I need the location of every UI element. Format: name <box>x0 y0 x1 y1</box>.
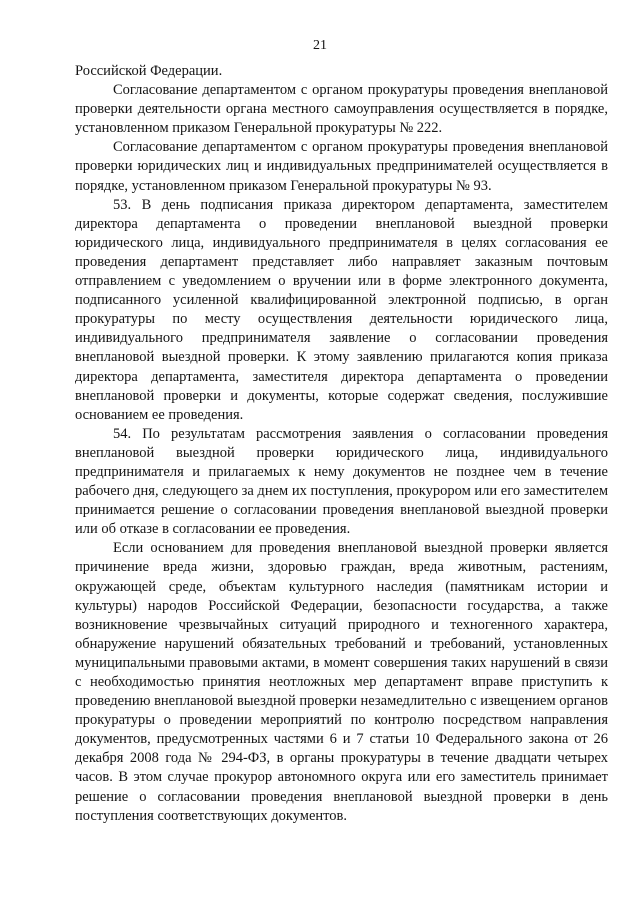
paragraph-approval-legal-entities: Согласование департаментом с органом прокуратуры проведения внеплановой проверки юридических лиц и индивидуальных предпринимателей осуществляется в порядке, установленном приказом Генеральной прокуратуры № 93. <box>75 139 608 194</box>
paragraph-approval-local-government: Согласование департаментом с органом прокуратуры проведения внеплановой проверки деятельности органа местного самоуправления осуществляется в порядке, установленном приказом Генеральной прокуратуры № 222. <box>75 82 608 137</box>
paragraph-53: 53. В день подписания приказа директором департамента, заместителем директора департамента о проведении внеплановой выездной проверки юридического лица, индивидуального предпринимателя в целях согласования ее проведения департамент представляет либо направляет заказным почтовым отправлением с уведомлением о вручении или в форме электронного документа, подписанного усиленной квалифицированной электронной подписью, в орган прокуратуры по месту осуществления деятельности юридического лица, индивидуального предпринимателя заявление о согласовании проведения внеплановой выездной проверки. К этому заявлению прилагаются копия приказа директора департамента, заместителя директора департамента о проведении внеплановой проверки и документы, которые содержат сведения, послужившие основанием ее проведения. <box>75 196 608 423</box>
paragraph-continuation: Российской Федерации. <box>75 63 223 79</box>
page-number: 21 <box>313 38 327 53</box>
paragraph-urgent-inspection: Если основанием для проведения внеплановой выездной проверки является причинение вреда жизни, здоровью граждан, вреда животным, растениям, окружающей среде, объектам культурного наследия (памятникам истории и культуры) народов Российской Федерации, безопасности государства, а также возникновение чрезвычайных ситуаций природного и техногенного характера, обнаружение нарушений обязательных требований и требований, установленных муниципальными правовыми актами, в момент совершения таких нарушений в связи с необходимостью принятия неотложных мер департамент вправе приступить к проведению внеплановой выездной проверки незамедлительно с извещением органов прокуратуры о проведении мероприятий по контролю посредством направления документов, предусмотренных частями 6 и 7 статьи 10 Федерального закона от 26 декабря 2008 года № 294-ФЗ, в органы прокуратуры в течение двадцати четырех часов. В этом случае прокурор автономного округа или его заместитель принимает решение о согласовании проведения внеплановой выездной проверки в день поступления соответствующих документов. <box>75 540 608 824</box>
document-body <box>75 62 608 826</box>
paragraph-54: 54. По результатам рассмотрения заявления о согласовании проведения внеплановой выездной проверки юридического лица, индивидуального предпринимателя и прилагаемых к нему документов не позднее чем в течение рабочего дня, следующего за днем их поступления, прокурором или его заместителем принимается решение о согласовании проведения внеплановой выездной проверки или об отказе в согласовании ее проведения. <box>75 425 608 538</box>
